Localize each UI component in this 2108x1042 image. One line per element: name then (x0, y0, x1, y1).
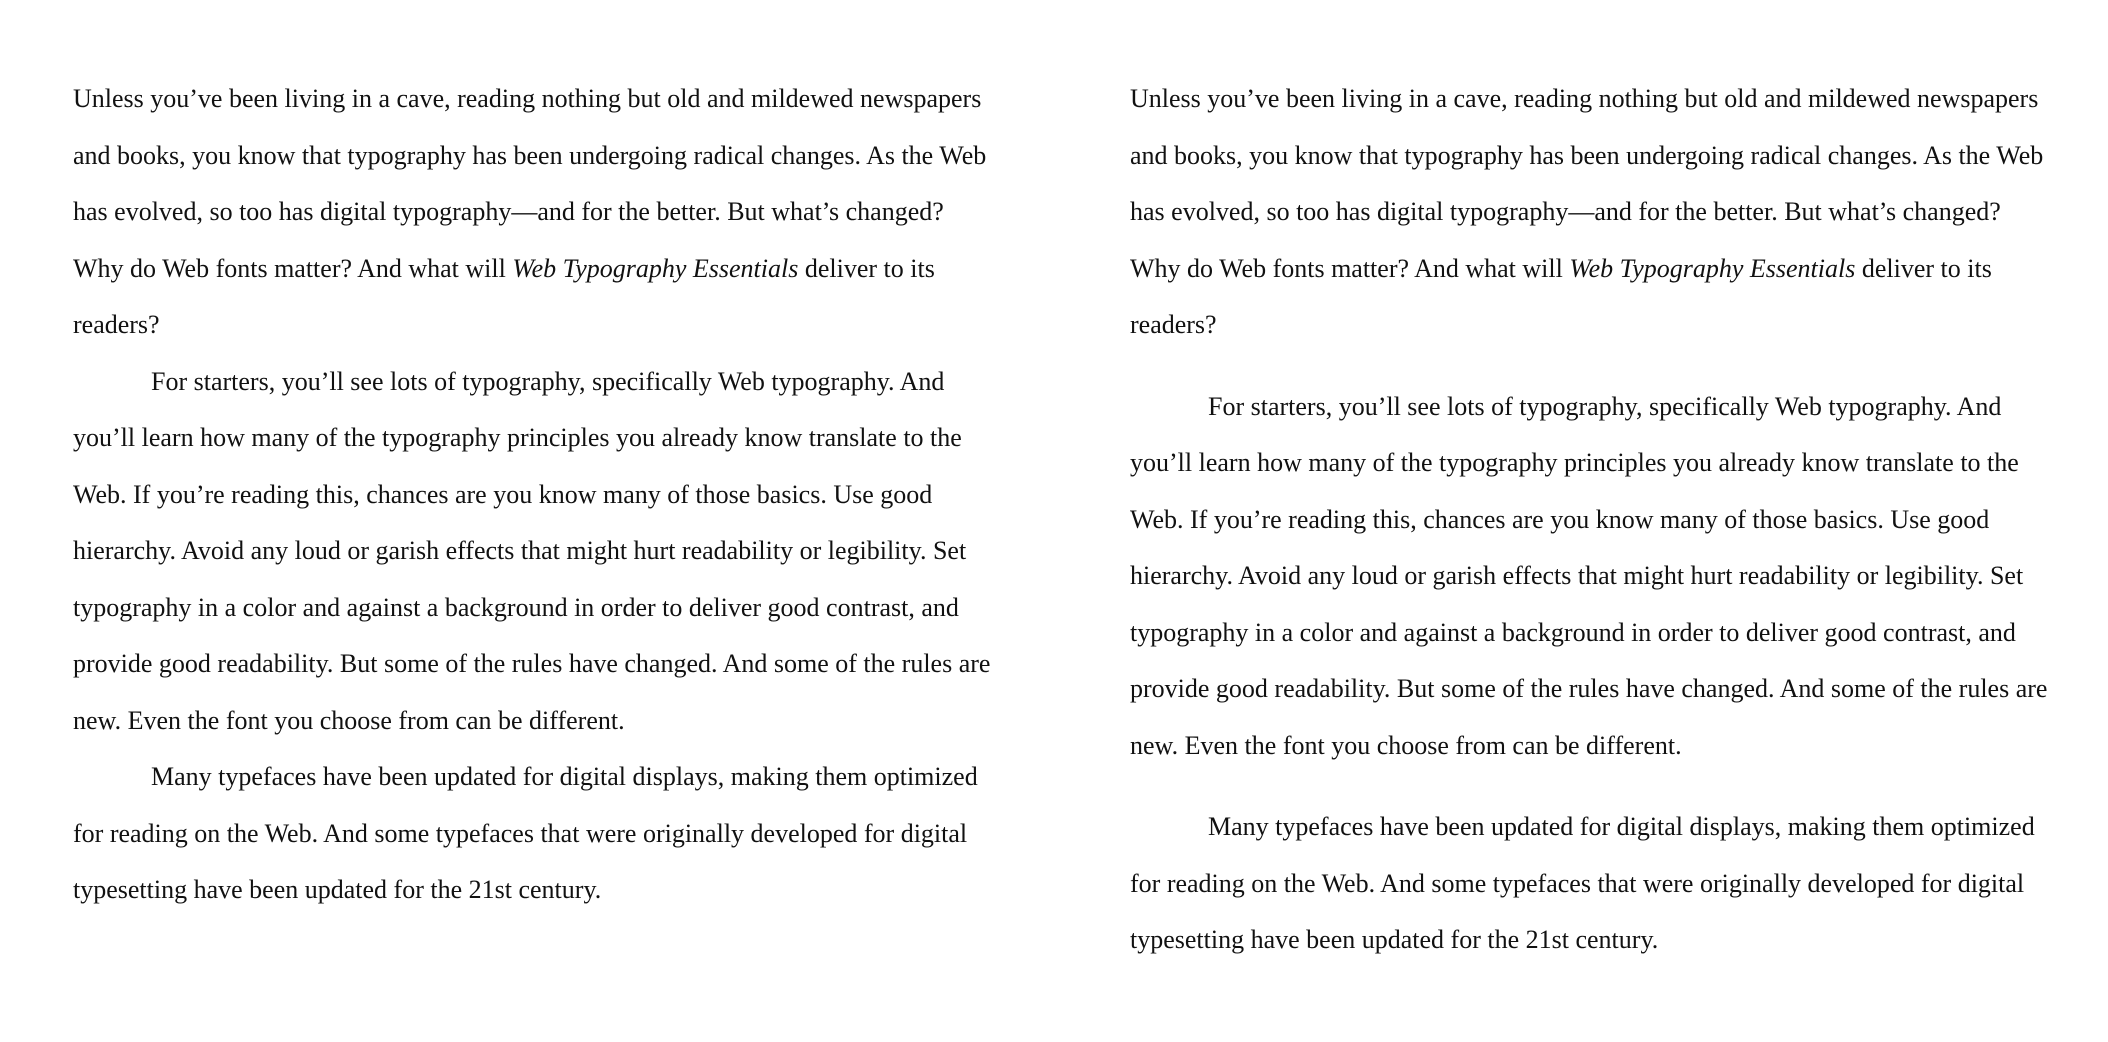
paragraph-typefaces: Many typefaces have been updated for digital displays, making them optimized for reading on the Web. And some typefaces that were originally developed for digital typesetting have been updated for the 21st century. (73, 762, 978, 904)
paragraph-intro (1130, 71, 2050, 354)
text-column-right (1130, 71, 2050, 969)
intro-text-end: deliver to its readers? (1130, 253, 1992, 339)
paragraph-intro (73, 71, 993, 354)
paragraph-starters: For starters, you’ll see lots of typography, specifically Web typography. And you’ll learn how many of the typography principles you already know translate to the Web. If you’re reading this, chances are you know many of those basics. Use good hierarchy. Avoid any loud or garish effects that might hurt readability or legibility. Set typography in a color and against a background in order to deliver good contrast, and provide good readability. But some of the rules have changed. And some of the rules are new. Even the font you choose from can be different. (1130, 391, 2048, 760)
book-title: Web Typography Essentials (512, 253, 799, 283)
text-column-left (73, 71, 993, 919)
intro-text: Unless you’ve been living in a cave, reading nothing but old and mildewed newspapers and books, you know that typography has been undergoing radical changes. As the Web has evolved, so too has digital typography—and for the better. But what’s changed? Why do Web fonts matter? And what will (73, 84, 987, 283)
intro-text: Unless you’ve been living in a cave, reading nothing but old and mildewed newspapers and books, you know that typography has been undergoing radical changes. As the Web has evolved, so too has digital typography—and for the better. But what’s changed? Why do Web fonts matter? And what will (1130, 84, 2044, 283)
book-title: Web Typography Essentials (1569, 253, 1856, 283)
paragraph-typefaces: Many typefaces have been updated for digital displays, making them optimized for reading on the Web. And some typefaces that were originally developed for digital typesetting have been updated for the 21st century. (1130, 812, 2035, 954)
paragraph-starters: For starters, you’ll see lots of typography, specifically Web typography. And you’ll learn how many of the typography principles you already know translate to the Web. If you’re reading this, chances are you know many of those basics. Use good hierarchy. Avoid any loud or garish effects that might hurt readability or legibility. Set typography in a color and against a background in order to deliver good contrast, and provide good readability. But some of the rules have changed. And some of the rules are new. Even the font you choose from can be different. (73, 366, 991, 735)
intro-text-end: deliver to its readers? (73, 253, 935, 339)
